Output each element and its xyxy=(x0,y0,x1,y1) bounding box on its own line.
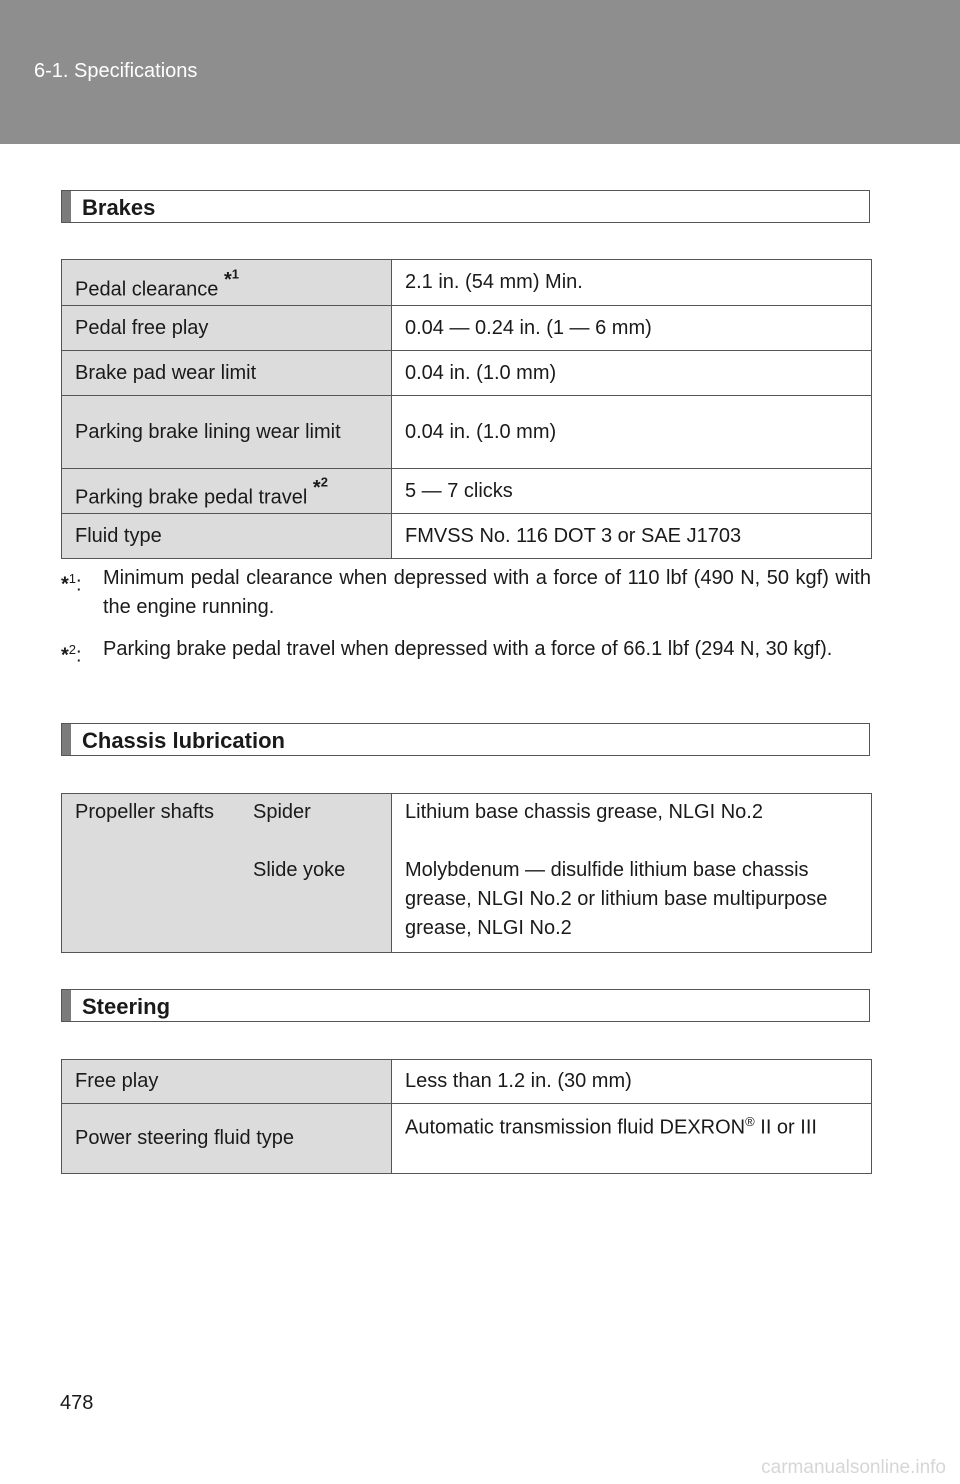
table-row xyxy=(62,306,872,351)
page-number: 478 xyxy=(60,1392,94,1414)
chassis-title: Chassis lubrication xyxy=(82,728,285,753)
watermark: carmanualsonline.info xyxy=(761,1457,946,1478)
footnote-marker: *$^2$: xyxy=(61,642,82,667)
row-value xyxy=(392,794,872,953)
table-row xyxy=(62,260,872,306)
propeller-shafts-row: Propeller shafts Spider xyxy=(75,801,311,823)
row-value: 5 — 7 clicks xyxy=(392,469,872,514)
heading-marker xyxy=(62,724,71,755)
slide-yoke-label: Slide yoke xyxy=(253,859,346,881)
row-label: Fluid type xyxy=(62,514,392,559)
chassis-table xyxy=(61,793,872,953)
row-value: FMVSS No. 116 DOT 3 or SAE J1703 xyxy=(392,514,872,559)
spider-value: Lithium base chassis grease, NLGI No.2 xyxy=(405,801,763,823)
footnote-2 xyxy=(61,635,871,667)
table-row xyxy=(62,396,872,469)
heading-marker xyxy=(62,191,71,222)
table-row xyxy=(62,469,872,514)
slide-yoke-value: Molybdenum — disulfide lithium base chassis grease, NLGI No.2 or lithium base multipurpose grease, NLGI No.2 xyxy=(405,859,828,939)
footnote-marker: *$^1$: xyxy=(61,571,82,596)
brakes-table xyxy=(61,259,872,559)
row-label: Brake pad wear limit xyxy=(62,351,392,396)
row-value: Automatic transmission fluid DEXRON® II or III xyxy=(392,1104,872,1174)
row-label: Pedal clearance $^{*^1}$ xyxy=(62,260,392,306)
page-header xyxy=(0,0,960,144)
row-label: Pedal free play xyxy=(62,306,392,351)
table-row xyxy=(62,1104,872,1174)
row-value: 0.04 in. (1.0 mm) xyxy=(392,396,872,469)
footnote-text: Parking brake pedal travel when depressed with a force of 66.1 lbf (294 N, 30 kgf). xyxy=(103,638,833,660)
row-value: 0.04 — 0.24 in. (1 — 6 mm) xyxy=(392,306,872,351)
row-value: Less than 1.2 in. (30 mm) xyxy=(392,1060,872,1104)
brakes-title: Brakes xyxy=(82,195,156,220)
table-row xyxy=(62,514,872,559)
footnote-1 xyxy=(61,564,871,622)
breadcrumb: 6-1. Specifications xyxy=(34,60,198,82)
row-label: Parking brake pedal travel $^{*^2}$ xyxy=(62,469,392,514)
steering-table xyxy=(61,1059,872,1174)
brakes-section-heading xyxy=(61,190,870,223)
row-label: Free play xyxy=(62,1060,392,1104)
row-value: 2.1 in. (54 mm) Min. xyxy=(392,260,872,306)
row-label: Parking brake lining wear limit xyxy=(62,396,392,469)
steering-section-heading xyxy=(61,989,870,1022)
table-row xyxy=(62,1060,872,1104)
heading-marker xyxy=(62,990,71,1021)
row-label xyxy=(62,794,392,953)
row-value: 0.04 in. (1.0 mm) xyxy=(392,351,872,396)
footnote-text: Minimum pedal clearance when depressed with a force of 110 lbf (490 N, 50 kgf) with the engine running. xyxy=(103,567,871,618)
table-row xyxy=(62,794,872,953)
table-row xyxy=(62,351,872,396)
steering-title: Steering xyxy=(82,994,171,1019)
chassis-section-heading xyxy=(61,723,870,756)
row-label: Power steering fluid type xyxy=(62,1104,392,1174)
